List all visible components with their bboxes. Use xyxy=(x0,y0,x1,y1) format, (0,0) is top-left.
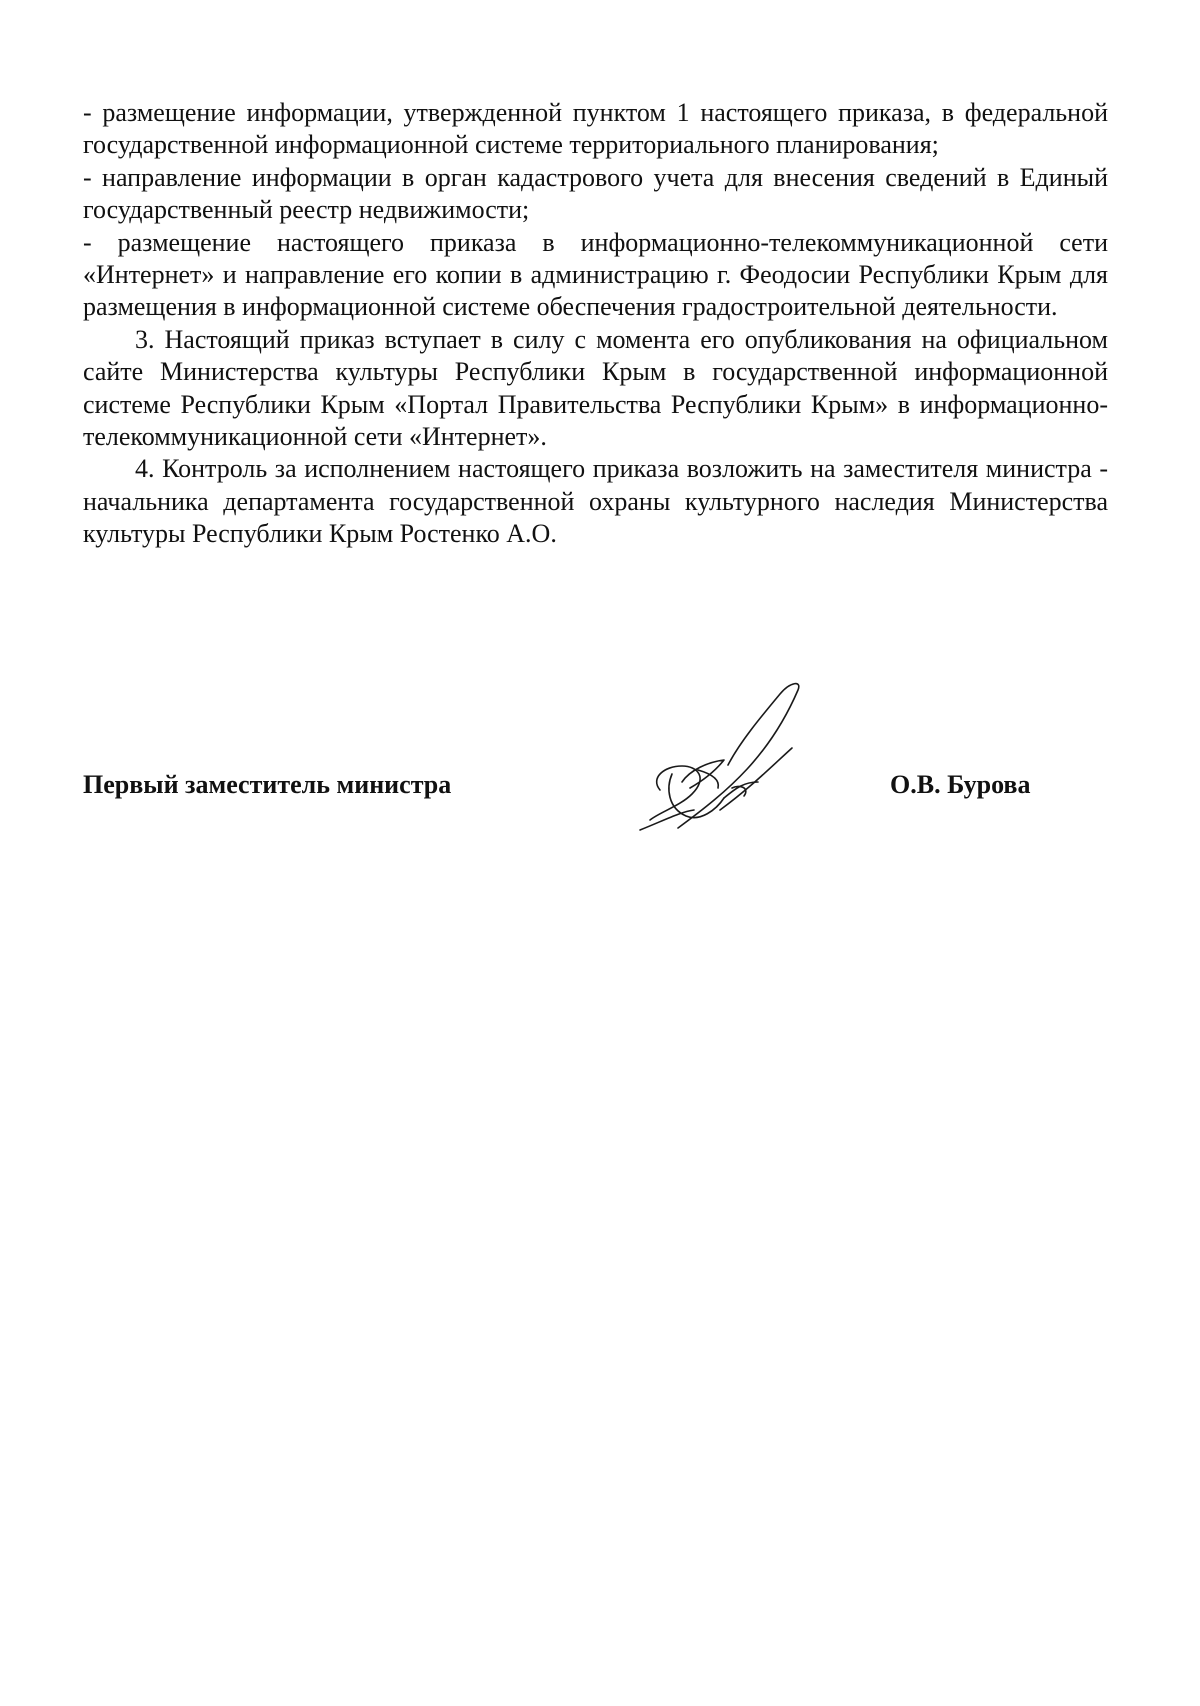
clause-3-entry-into-force: 3. Настоящий приказ вступает в силу с момента его опубликования на официальном сайте Министерства культуры Республики Крым в государственной информационной системе Республики Крым «Портал Правительства Республики Крым» в информационно-телекоммуникационной сети «Интернет». xyxy=(83,324,1108,452)
signatory-name: О.В. Бурова xyxy=(890,770,1031,799)
bullet-item-publish-fgis: - размещение информации, утвержденной пунктом 1 настоящего приказа, в федеральной государственной информационной системе территориального планирования; xyxy=(83,98,1108,160)
clause-4-control: 4. Контроль за исполнением настоящего приказа возложить на заместителя министра - начальника департамента государственной охраны культурного наследия Министерства культуры Республики Крым Ростенко А.О. xyxy=(83,454,1108,549)
handwritten-signature xyxy=(620,670,880,840)
document-body xyxy=(83,97,1108,551)
bullet-item-internet-publication: - размещение настоящего приказа в информационно-телекоммуникационной сети «Интернет» и направление его копии в администрацию г. Феодосии Республики Крым для размещения в информационной системе обеспечения градостроительной деятельности. xyxy=(83,227,1108,322)
signature-block xyxy=(83,770,1108,810)
signatory-position: Первый заместитель министра xyxy=(83,770,452,799)
bullet-item-cadastre: - направление информации в орган кадастрового учета для внесения сведений в Единый государственный реестр недвижимости; xyxy=(83,162,1108,225)
